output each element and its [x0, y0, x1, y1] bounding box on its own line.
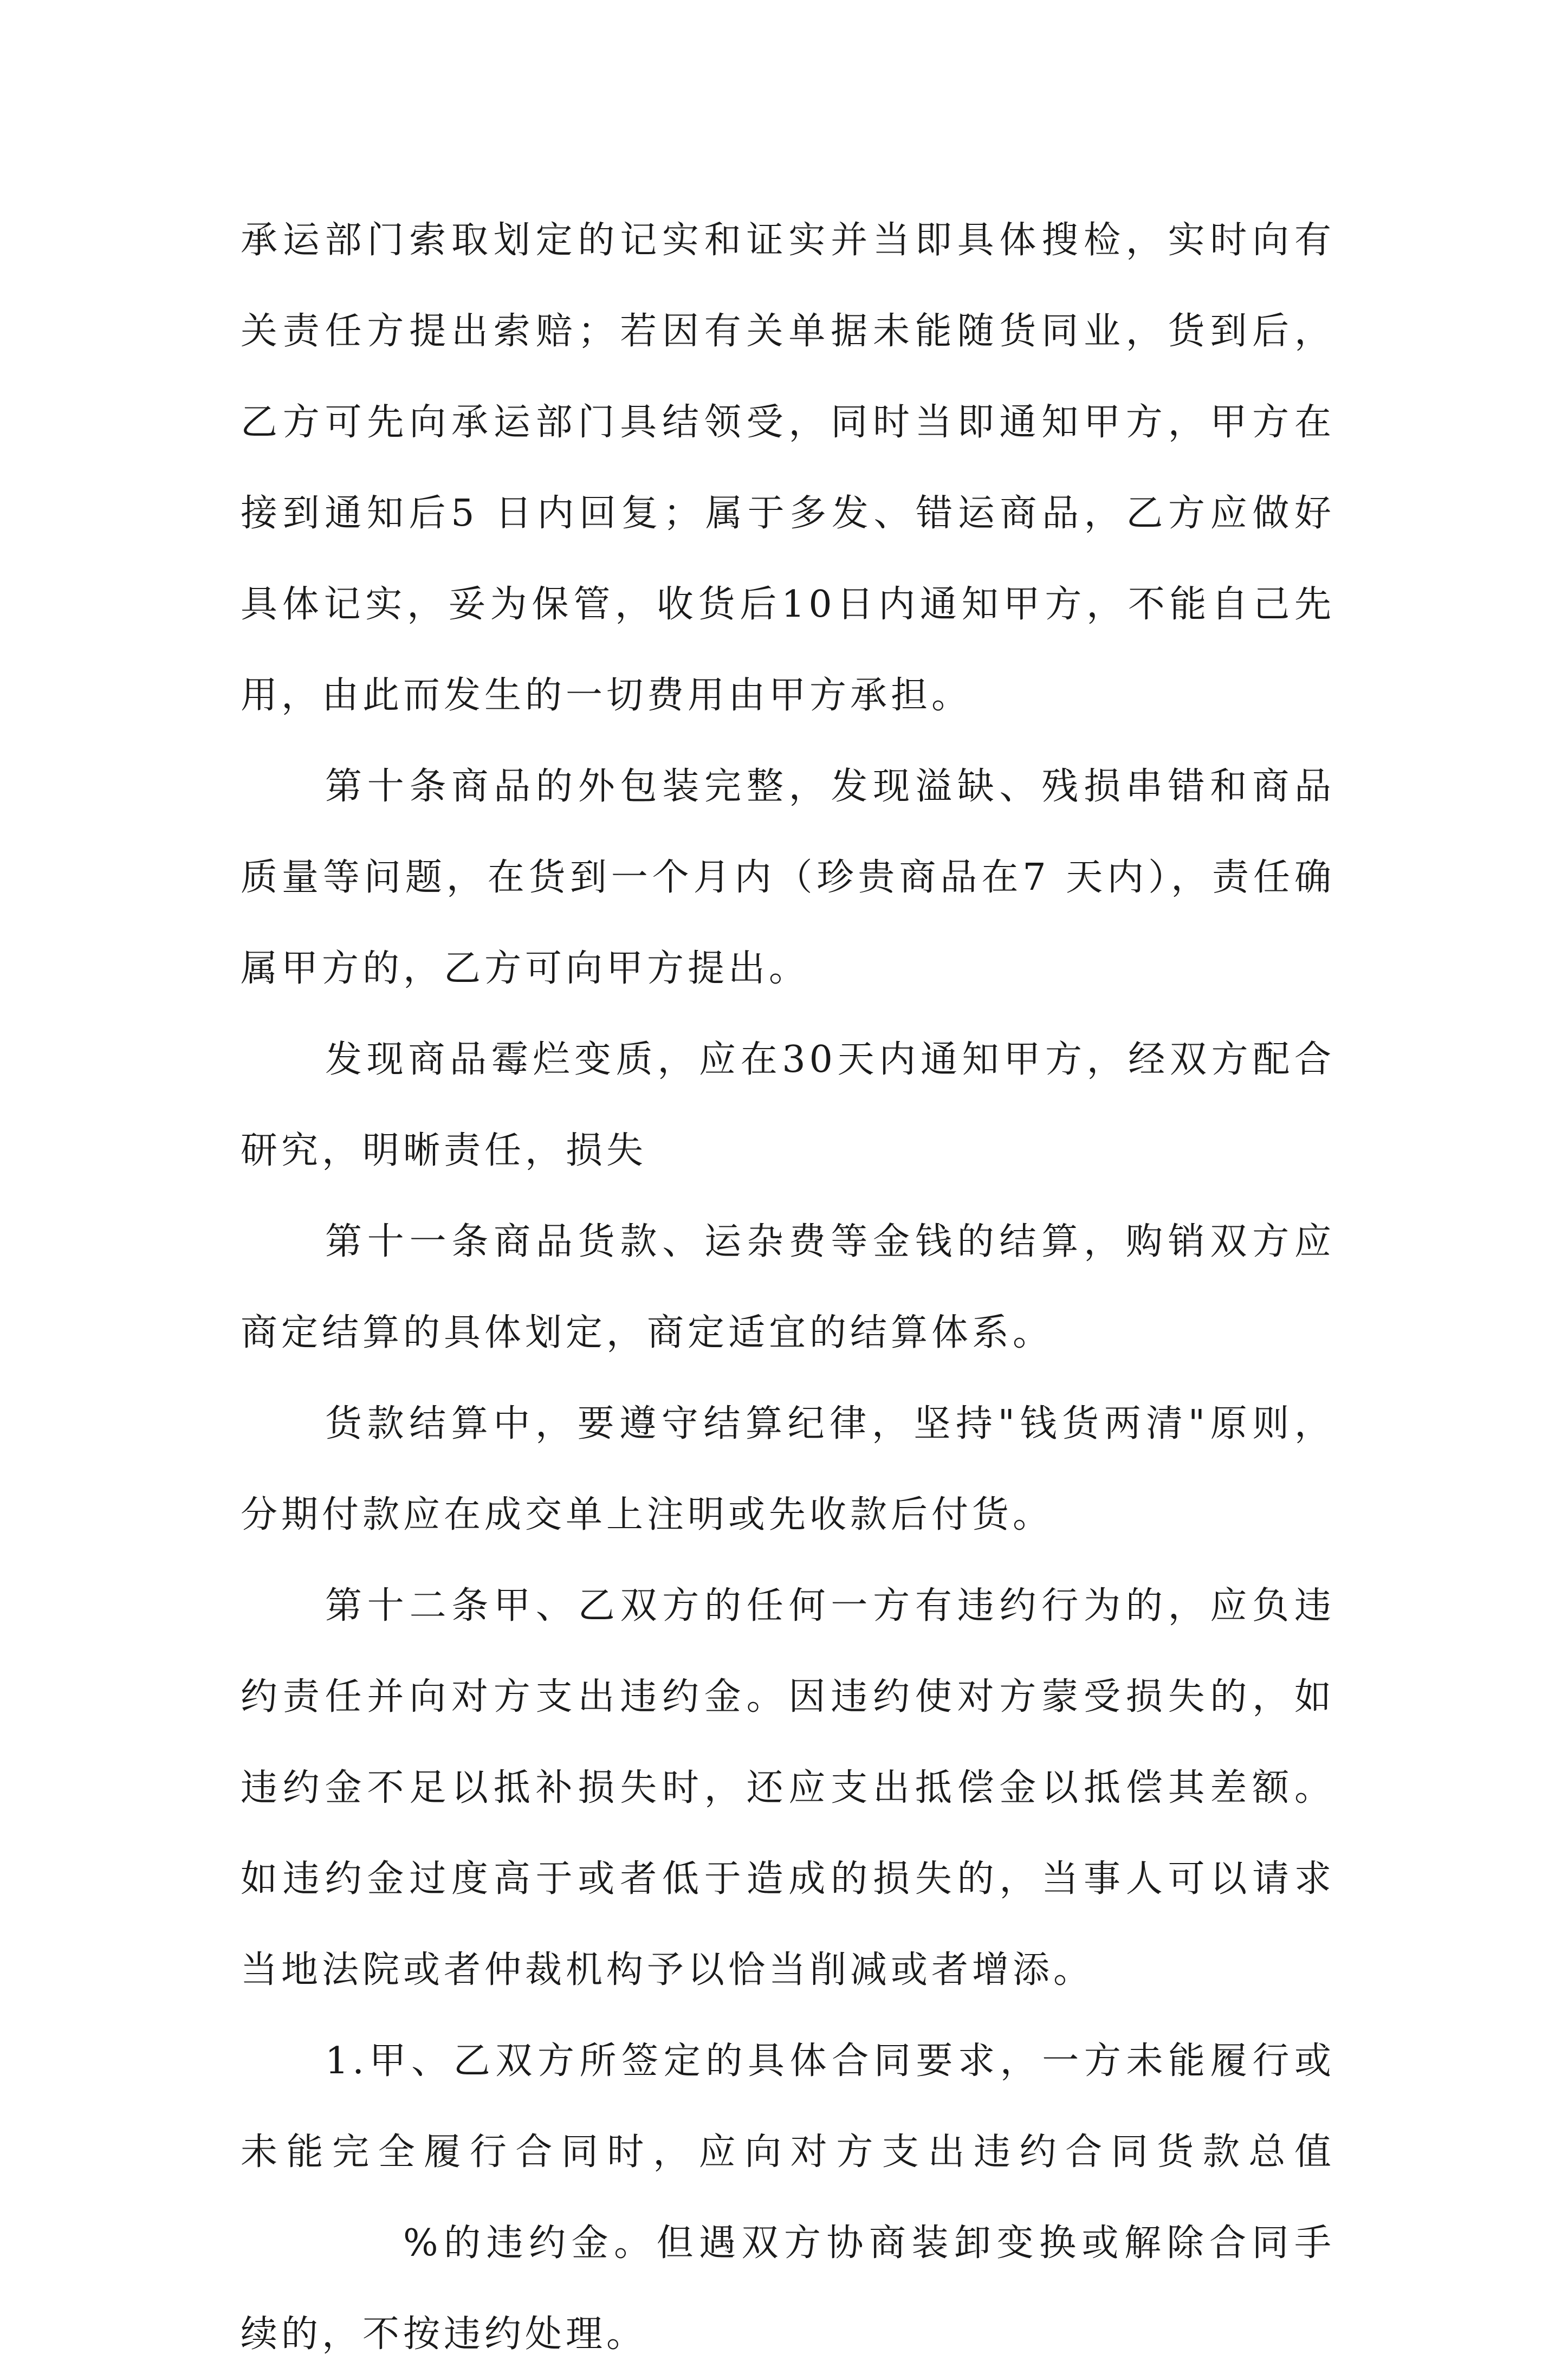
paragraph-payment-settlement: 货款结算中，要遵守结算纪律，坚持"钱货两清"原则，分期付款应在成交单上注明或先收款后付货。	[241, 1402, 1335, 1536]
paragraph-penalty-clause-1	[241, 2016, 1335, 2380]
paragraph-article-12: 第十二条甲、乙双方的任何一方有违约行为的，应负违约责任并向对方支出违约金。因违约使对方蒙受损失的，如违约金不足以抵补损失时，还应支出抵偿金以抵偿其差额。如违约金过度高于或者低于造成的损失的，当事人可以请求当地法院或者仲裁机构予以恰当削减或者增添。	[241, 1584, 1335, 1991]
paragraph-article-10: 第十条商品的外包装完整，发现溢缺、残损串错和商品质量等问题，在货到一个月内（珍贵商品在7 天内），责任确属甲方的，乙方可向甲方提出。	[241, 765, 1335, 990]
paragraph-article-11: 第十一条商品货款、运杂费等金钱的结算，购销双方应商定结算的具体划定，商定适宜的结算体系。	[241, 1220, 1335, 1354]
paragraph-receiving-procedure: 承运部门索取划定的记实和证实并当即具体搜检，实时向有关责任方提出索赔；若因有关单据未能随货同业，货到后，乙方可先向承运部门具结领受，同时当即通知甲方，甲方在接到通知后5 日内回复；属于多发、错运商品，乙方应做好具体记实，妥为保管，收货后10日内通知甲方，不能自己先用，由此而发生的一切费用由甲方承担。	[241, 219, 1335, 717]
penalty-text-after-blank: %的违约金。但遇双方协商装卸变换或解除合同手续的，不按违约处理。	[241, 2222, 1335, 2356]
penalty-text-before-blank: 1.甲、乙双方所签定的具体合同要求，一方未能履行或未能完全履行合同时，应向对方支出违约合同货款总值	[241, 2040, 1335, 2174]
document-body	[241, 195, 1335, 2380]
paragraph-spoiled-goods: 发现商品霉烂变质，应在30天内通知甲方，经双方配合研究，明晰责任，损失	[241, 1038, 1335, 1172]
